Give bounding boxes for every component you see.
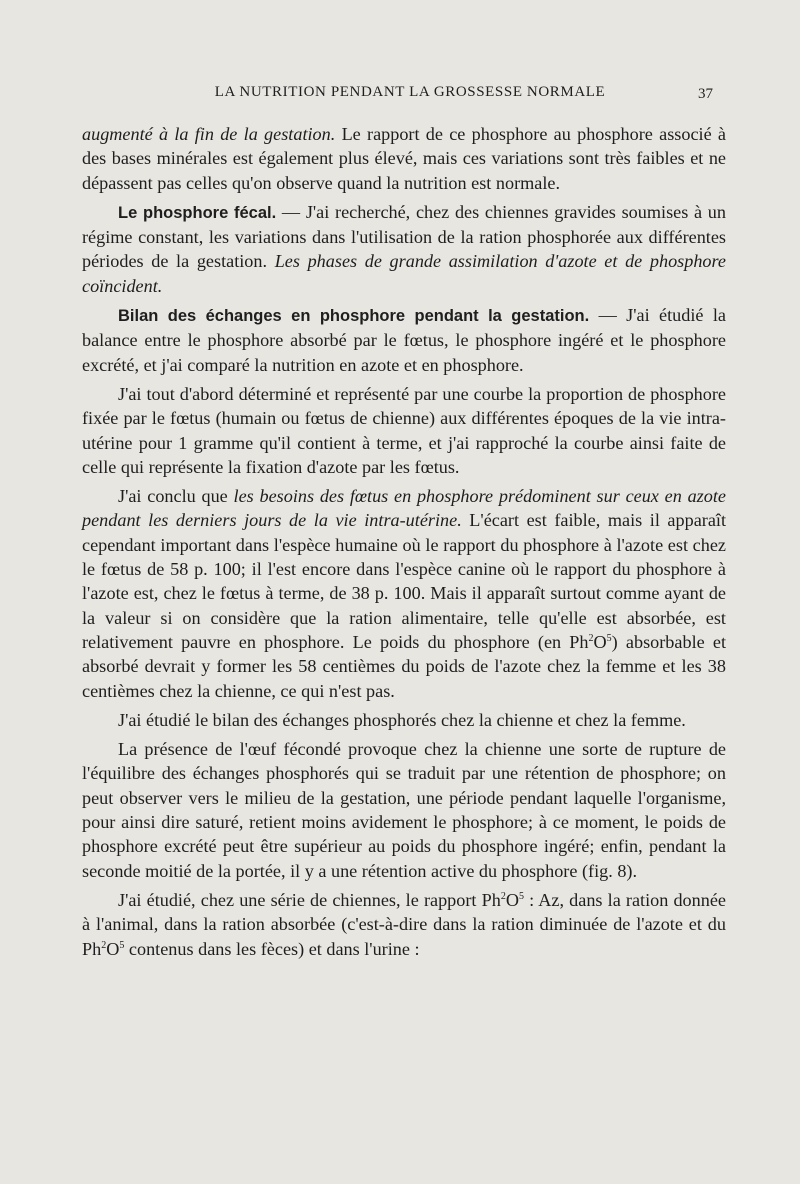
paragraph-text: — J'ai étudié la balance entre le phosphore absorbé par le fœtus, le phosphore ingéré et le phosphore excrété, et j'ai comparé la nutrition en azote et en phosphore. [82,305,726,375]
paragraph-continuation [82,122,726,195]
formula-o: O [505,889,519,910]
superscript-2: 2 [500,890,506,902]
paragraph-text: J'ai conclu que [118,486,234,507]
paragraph-text: J'ai étudié, chez une série de chiennes, le rapport Ph [118,889,501,910]
superscript-5: 5 [606,632,612,644]
running-title: LA NUTRITION PENDANT LA GROSSESSE NORMALE [214,84,606,100]
paragraph-phosphore-fecal [82,200,726,298]
section-heading-phosphore-fecal: Le phosphore fécal. [118,203,277,222]
paragraph-conclusion [82,484,726,703]
paragraph-text: J'ai étudié le bilan des échanges phosphorés chez la chienne et chez la femme. [118,709,686,730]
page-number: 37 [698,86,713,102]
italic-phrase: augmenté à la fin de la gestation. [82,124,336,144]
paragraph-text: contenus dans les fèces) et dans l'urine : [124,938,420,959]
paragraph-oeuf-feconde [82,737,726,883]
section-heading-bilan: Bilan des échanges en phosphore pendant la gestation. [118,307,590,326]
paragraph-text: L'écart est faible, mais il apparaît cependant important dans l'espèce humaine où le rapport du phosphore à l'azote est chez le fœtus de 58 p. 100; il l'est encore dans l'espèce canine où le rapport du phosphore à l'azote est, chez le fœtus à terme, de 38 p. 100. Mais il apparaît surtout comme ayant de la valeur si on considère que la ration alimentaire, telle qu'elle est absorbée, est relativement pauvre en phosphore. Le poids du phosphore (en Ph [82,510,727,652]
paragraph-courbe [82,382,726,479]
subscript-2: 2 [588,632,594,644]
paragraph-text: ) absorbable et absorbé devrait y former les 58 centièmes du poids de l'azote chez la femme et les 38 centièmes chez la chienne, ce qui n'est pas. [82,631,727,701]
paragraph-text: Le rapport de ce phosphore au phosphore associé à des bases minérales est également plus élevé, mais ces variations sont très faibles et ne dépassent pas celles qu'on observe quand la nutrition est normale. [82,124,726,193]
superscript-2: 2 [101,939,107,951]
paragraph-text: — J'ai recherché, chez des chiennes gravides soumises à un régime constant, les variations dans l'utilisation de la ration phosphorée aux différentes périodes de la gestation. [82,201,726,272]
italic-conclusion: les besoins des fœtus en phosphore prédominent sur ceux en azote pendant les derniers jours de la vie intra-utérine. [82,486,726,531]
paragraph-bilan [82,303,726,377]
body-text [82,122,726,966]
paragraph-text: La présence de l'œuf fécondé provoque chez la chienne une sorte de rupture de l'équilibre des échanges phosphorés qui se traduit par une rétention de phosphore; on peut observer vers le milieu de la gestation, une période pendant laquelle l'organisme, pour ainsi dire saturé, retient moins avidement le phosphore; à ce moment, le poids de phosphore excrété peut être supérieur au poids du phosphore ingéré; enfin, pendant la seconde moitié de la portée, il y a une rétention active du phosphore (fig. 8). [82,739,726,881]
paragraph-text: J'ai tout d'abord déterminé et représenté par une courbe la proportion de phosphore fixée par le fœtus (humain ou fœtus de chienne) aux différentes époques de la vie intra-utérine pour 1 gramme qu'il contient à terme, et j'ai rapproché la courbe ainsi faite de celle qui représente la fixation d'azote par les fœtus. [82,383,726,477]
superscript-5: 5 [518,890,524,902]
superscript-5: 5 [119,939,125,951]
formula-o: O [106,938,120,959]
paragraph-rapport [82,888,726,961]
paragraph-text: : Az, dans la ration donnée à l'animal, dans la ration absorbée (c'est-à-dire dans la ration diminuée de l'azote et du Ph [82,889,726,959]
italic-conclusion: Les phases de grande assimilation d'azote et de phosphore coïncident. [82,251,726,296]
paragraph-bilan-femme [82,708,726,732]
formula-o: O [593,631,607,652]
